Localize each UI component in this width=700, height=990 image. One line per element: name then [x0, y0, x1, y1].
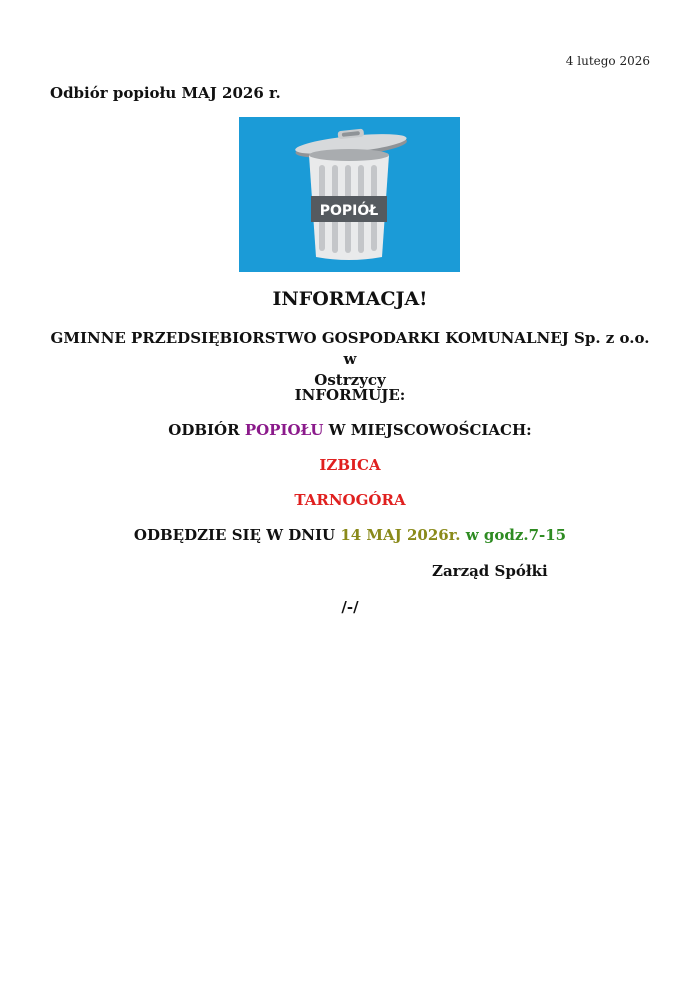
collection-highlight: POPIOŁU: [244, 421, 324, 439]
ash-bin-image: [239, 117, 460, 272]
company-name: [50, 328, 650, 391]
place-tarnogora: TARNOGÓRA: [294, 491, 406, 509]
collection-date: 14 MAJ 2026r.: [340, 526, 461, 544]
info-heading: INFORMACJA!: [272, 288, 428, 310]
collection-hours: w godz.7-15: [460, 526, 567, 544]
closing-mark: /-/: [341, 598, 359, 616]
collection-line: [50, 421, 650, 439]
publication-date: 4 lutego 2026: [565, 54, 650, 68]
signature: Zarząd Spółki: [432, 562, 548, 580]
when-prefix: ODBĘDZIE SIĘ W DNIU: [133, 526, 341, 544]
collection-date-line: [50, 526, 650, 544]
collection-prefix: ODBIÓR: [168, 421, 245, 439]
ash-bin-icon: [239, 117, 460, 272]
company-line-2: Ostrzycy: [314, 371, 386, 389]
document-title: Odbiór popiołu MAJ 2026 r.: [50, 84, 281, 102]
bin-label: POPIÓŁ: [319, 203, 379, 219]
company-line-1: GMINNE PRZEDSIĘBIORSTWO GOSPODARKI KOMUNALNEJ Sp. z o.o. w: [50, 329, 650, 368]
informs-label: INFORMUJE:: [294, 386, 406, 404]
place-izbica: IZBICA: [319, 456, 381, 474]
collection-suffix: W MIEJSCOWOŚCIACH:: [323, 421, 532, 439]
